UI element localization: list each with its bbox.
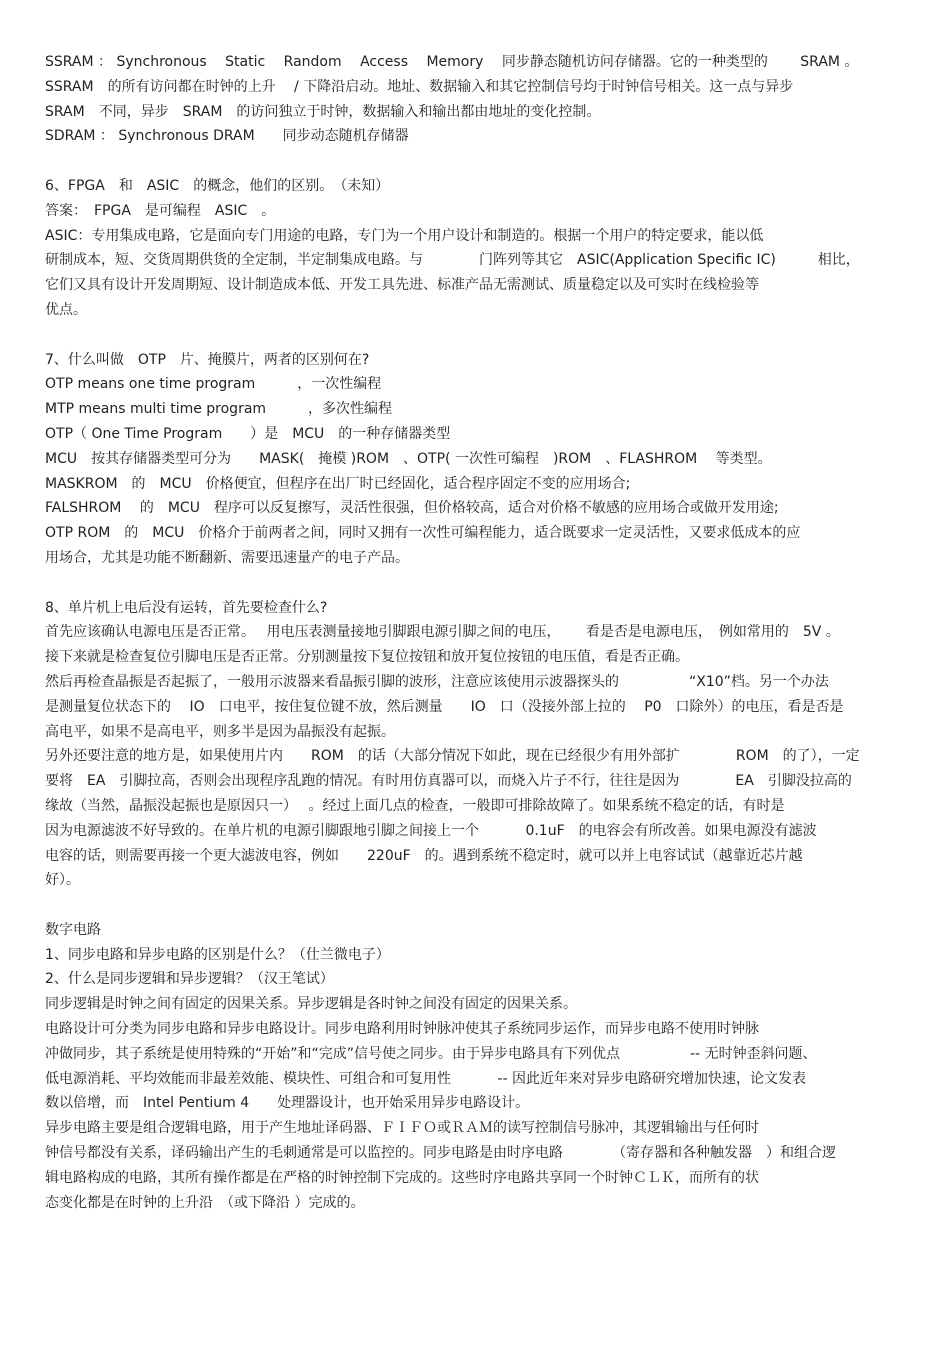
text-line: 数以倍增，而 Intel Pentium 4 处理器设计，也开始采用异步电路设计。 (45, 1095, 530, 1112)
text-line: 低电源消耗、平均效能而非最差效能、模块性、可组合和可复用性 -- 因此近年来对异步电路研究增加快速，论文发表 (45, 1070, 807, 1087)
text-line: 数字电路 (45, 921, 101, 938)
paragraph-gap (45, 893, 915, 918)
text-line: FALSHROM 的 MCU 程序可以反复擦写，灵活性很强，但价格较高，适合对价格不敏感的应用场合或做开发用途; (45, 500, 779, 517)
text-line: 首先应该确认电源电压是否正常。 用电压表测量接地引脚跟电源引脚之间的电压， 看是否是电源电压， 例如常用的 5V 。 (45, 624, 840, 641)
paragraph-gap (45, 149, 915, 174)
text-line: 高电平，如果不是高电平，则多半是因为晶振没有起振。 (45, 723, 395, 740)
text-line: SRAM 不同，异步 SRAM 的访问独立于时钟，数据输入和输出都由地址的变化控制。 (45, 103, 601, 120)
text-line: 答案： FPGA 是可编程 ASIC 。 (45, 202, 276, 219)
text-line: 它们又具有设计开发周期短、设计制造成本低、开发工具先进、标准产品无需测试、质量稳定以及可实时在线检验等 (45, 277, 759, 294)
text-line: 7、什么叫做 OTP 片、掩膜片，两者的区别何在? (45, 351, 370, 368)
paragraph-gap (45, 323, 915, 348)
text-line: 异步电路主要是组合逻辑电路，用于产生地址译码器、ＦＩＦＯ或ＲＡＭ的读写控制信号脉冲，其逻辑输出与任何时 (45, 1120, 759, 1137)
text-line: 研制成本，短、交货周期供货的全定制，半定制集成电路。与 门阵列等其它 ASIC(Application Specific IC) 相比， (45, 252, 860, 269)
text-line: 1、同步电路和异步电路的区别是什么？（仕兰微电子） (45, 946, 390, 963)
text-line: ASIC：专用集成电路，它是面向专门用途的电路，专门为一个用户设计和制造的。根据一个用户的特定要求，能以低 (45, 227, 764, 244)
text-line: SSRAM ： Synchronous Static Random Access Memory 同步静态随机访问存储器。它的一种类型的 SRAM 。 (45, 54, 859, 70)
document-body (45, 50, 915, 1215)
text-line: 是测量复位状态下的 IO 口电平，按住复位键不放，然后测量 IO 口（没接外部上拉的 P0 口除外）的电压，看是否是 (45, 698, 844, 715)
text-line: 接下来就是检查复位引脚电压是否正常。分别测量按下复位按钮和放开复位按钮的电压值，看是否正确。 (45, 649, 689, 666)
text-line: 优点。 (45, 301, 87, 318)
text-line: SSRAM 的所有访问都在时钟的上升 / 下降沿启动。地址、数据输入和其它控制信号均于时钟信号相关。这一点与异步 (45, 78, 794, 95)
text-line: 态变化都是在时钟的上升沿 （或下降沿 ）完成的。 (45, 1194, 365, 1211)
text-line: 同步逻辑是时钟之间有固定的因果关系。异步逻辑是各时钟之间没有固定的因果关系。 (45, 996, 577, 1013)
text-line: 钟信号都没有关系，译码输出产生的毛刺通常是可以监控的。同步电路是由时序电路 （寄存器和各种触发器 ）和组合逻 (45, 1145, 836, 1162)
text-line: 要将 EA 引脚拉高，否则会出现程序乱跑的情况。有时用仿真器可以，而烧入片子不行，往往是因为 EA 引脚没拉高的 (45, 773, 852, 790)
text-line: 另外还要注意的地方是，如果使用片内 ROM 的话（大部分情况下如此，现在已经很少有用外部扩 ROM 的了），一定 (45, 748, 860, 765)
otp-section (45, 348, 915, 571)
fpga-asic-section (45, 174, 915, 323)
text-line: 8、单片机上电后没有运转，首先要检查什么? (45, 599, 328, 616)
text-line: 2、什么是同步逻辑和异步逻辑？（汉王笔试） (45, 971, 334, 988)
text-line: 冲做同步，其子系统是使用特殊的“开始”和“完成”信号使之同步。由于异步电路具有下列优点 -- 无时钟歪斜问题、 (45, 1045, 817, 1062)
text-line: OTP（ One Time Program ）是 MCU 的一种存储器类型 (45, 425, 451, 442)
text-line: 电路设计可分类为同步电路和异步电路设计。同步电路利用时钟脉冲使其子系统同步运作，而异步电路不使用时钟脉 (45, 1021, 759, 1038)
text-line: 辑电路构成的电路，其所有操作都是在严格的时钟控制下完成的。这些时序电路共享同一个时钟ＣＬＫ，而所有的状 (45, 1169, 759, 1186)
text-line: OTP means one time program ，一次性编程 (45, 376, 382, 393)
text-line: 电容的话，则需要再接一个更大滤波电容，例如 220uF 的。遇到系统不稳定时，就可以并上电容试试（越靠近芯片越 (45, 847, 803, 864)
text-line: MCU 按其存储器类型可分为 MASK( 掩模 )ROM 、OTP( 一次性可编程 )ROM 、FLASHROM 等类型。 (45, 450, 772, 467)
text-line: OTP ROM 的 MCU 价格介于前两者之间，同时又拥有一次性可编程能力，适合既要求一定灵活性，又要求低成本的应 (45, 525, 801, 542)
text-line: 因为电源滤波不好导致的。在单片机的电源引脚跟地引脚之间接上一个 0.1uF 的电容会有所改善。如果电源没有滤波 (45, 822, 817, 839)
text-line: 然后再检查晶振是否起振了，一般用示波器来看晶振引脚的波形，注意应该使用示波器探头的 “X10”档。另一个办法 (45, 673, 829, 690)
text-line: 好）。 (45, 872, 80, 889)
paragraph-gap (45, 571, 915, 596)
text-line: MTP means multi time program ，多次性编程 (45, 401, 393, 418)
digital-circuit-section (45, 918, 915, 1216)
text-line: MASKROM 的 MCU 价格便宜，但程序在出厂时已经固化，适合程序固定不变的应用场合; (45, 475, 631, 492)
sram-section (45, 50, 915, 149)
text-line: 缘故（当然，晶振没起振也是原因只一） 。经过上面几点的检查，一般即可排除故障了。如果系统不稳定的话，有时是 (45, 797, 785, 814)
mcu-check-section (45, 596, 915, 894)
text-line: 6、FPGA 和 ASIC 的概念，他们的区别。 （未知） (45, 177, 390, 194)
text-line: SDRAM ： Synchronous DRAM 同步动态随机存储器 (45, 128, 409, 145)
text-line: 用场合，尤其是功能不断翻新、需要迅速量产的电子产品。 (45, 549, 409, 566)
